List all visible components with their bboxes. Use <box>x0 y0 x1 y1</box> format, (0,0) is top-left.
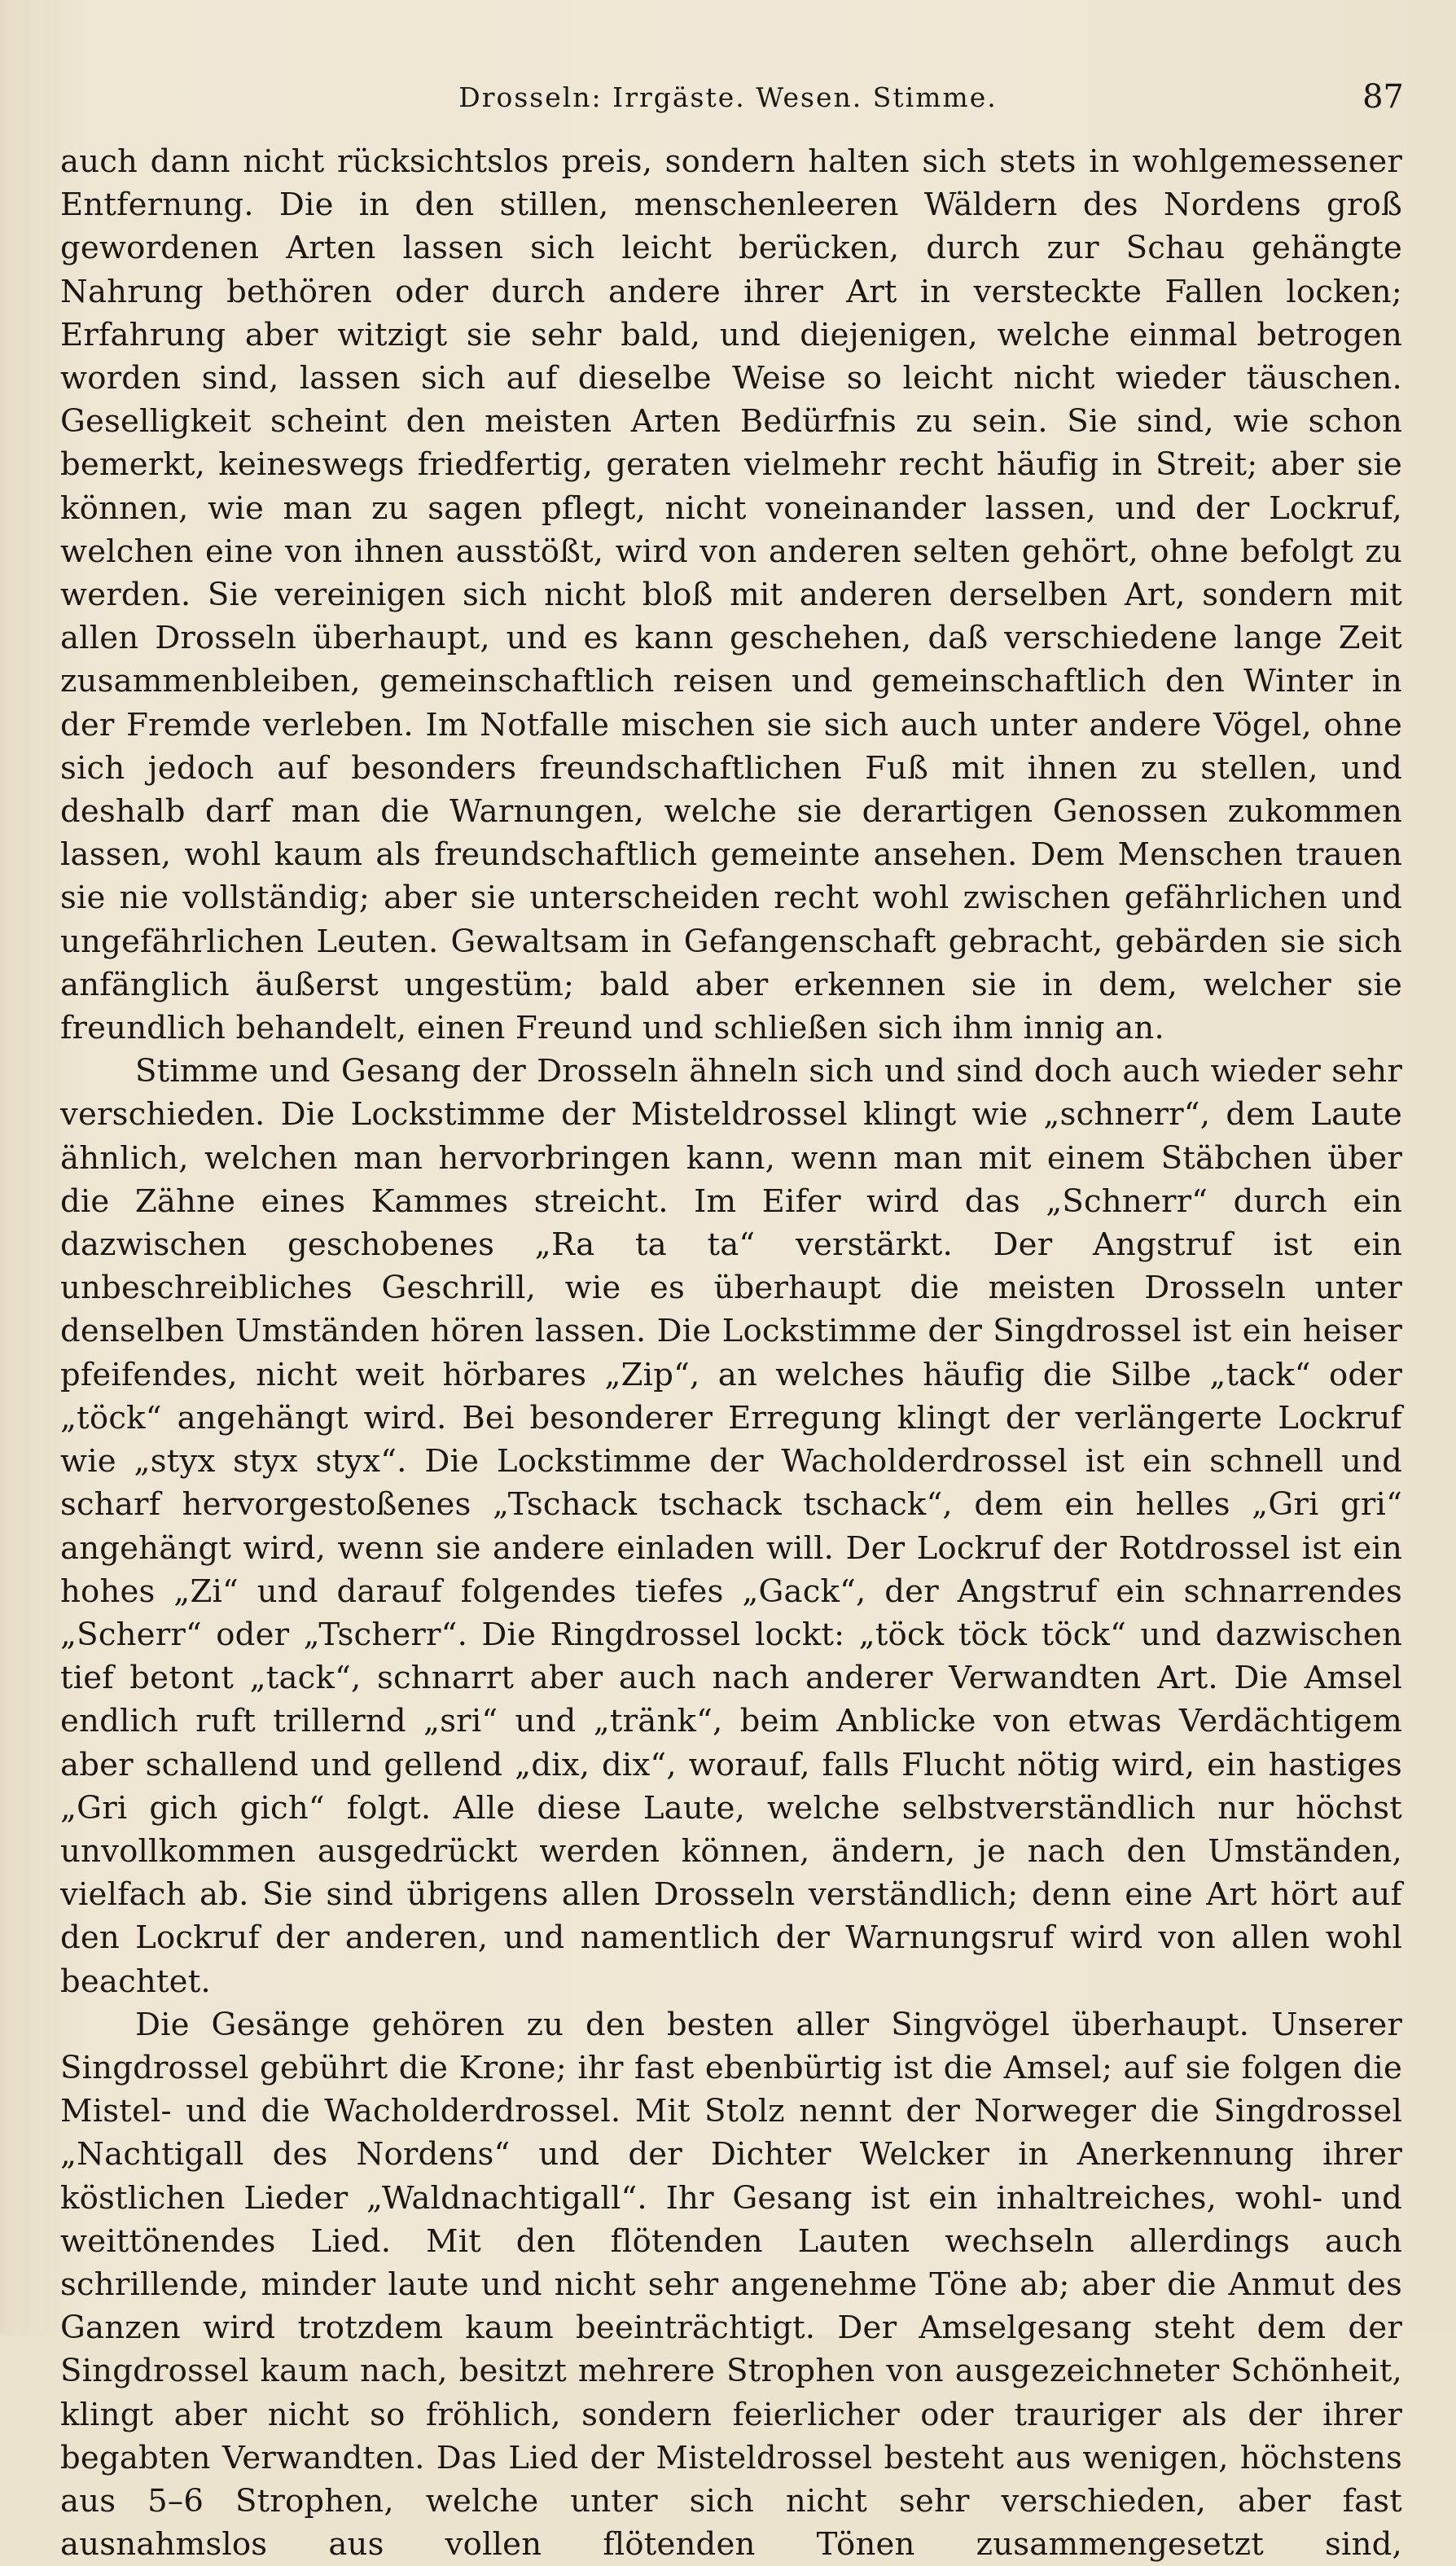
paragraph: auch dann nicht rücksichtslos preis, sondern halten sich stets in wohlgemessener Entfernung. Die in den stillen, menschenleeren Wäldern des Nordens groß gewordenen Arten lassen sich leicht berücken, durch zur Schau gehängte Nahrung bethören oder durch andere ihrer Art in versteckte Fallen locken; Erfahrung aber witzigt sie sehr bald, und diejenigen, welche einmal betrogen worden sind, lassen sich auf dieselbe Weise so leicht nicht wieder täuschen. Geselligkeit scheint den meisten Arten Bedürfnis zu sein. Sie sind, wie schon bemerkt, keineswegs friedfertig, geraten vielmehr recht häufig in Streit; aber sie können, wie man zu sagen pflegt, nicht voneinander lassen, und der Lockruf, welchen eine von ihnen ausstößt, wird von anderen selten gehört, ohne befolgt zu werden. Sie vereinigen sich nicht bloß mit anderen derselben Art, sondern mit allen Drosseln überhaupt, und es kann geschehen, daß verschiedene lange Zeit zusammenbleiben, gemeinschaftlich reisen und gemeinschaftlich den Winter in der Fremde verleben. Im Notfalle mischen sie sich auch unter andere Vögel, ohne sich jedoch auf besonders freundschaftlichen Fuß mit ihnen zu stellen, und deshalb darf man die Warnungen, welche sie derartigen Genossen zukommen lassen, wohl kaum als freundschaftlich gemeinte ansehen. Dem Menschen trauen sie nie vollständig; aber sie unterscheiden recht wohl zwischen gefährlichen und ungefährlichen Leuten. Gewaltsam in Gefangenschaft gebracht, gebärden sie sich anfänglich äußerst ungestüm; bald aber erkennen sie in dem, welcher sie freundlich behandelt, einen Freund und schließen sich ihm innig an. <box>60 143 1402 1047</box>
body-text <box>60 140 1402 2566</box>
running-title: Drosseln: Irrgäste. Wesen. Stimme. <box>458 81 998 113</box>
page-number: 87 <box>1362 78 1404 116</box>
paragraph: Stimme und Gesang der Drosseln ähneln sich und sind doch auch wieder sehr verschieden. Die Lockstimme der Misteldrossel klingt wie „schnerr“, dem Laute ähnlich, welchen man hervorbringen kann, wenn man mit einem Stäbchen über die Zähne eines Kammes streicht. Im Eifer wird das „Schnerr“ durch ein dazwischen geschobenes „Ra ta ta“ verstärkt. Der Angstruf ist ein unbeschreibliches Geschrill, wie es überhaupt die meisten Drosseln unter denselben Umständen hören lassen. Die Lockstimme der Singdrossel ist ein heiser pfeifendes, nicht weit hörbares „Zip“, an welches häufig die Silbe „tack“ oder „töck“ angehängt wird. Bei besonderer Erregung klingt der verlängerte Lockruf wie „styx styx styx“. Die Lockstimme der Wacholderdrossel ist ein schnell und scharf hervorgestoßenes „Tschack tschack tschack“, dem ein helles „Gri gri“ angehängt wird, wenn sie andere einladen will. Der Lockruf der Rotdrossel ist ein hohes „Zi“ und darauf folgendes tiefes „Gack“, der Angstruf ein schnarrendes „Scherr“ oder „Tscherr“. Die Ringdrossel lockt: „töck töck töck“ und dazwischen tief betont „tack“, schnarrt aber auch nach anderer Verwandten Art. Die Amsel endlich ruft trillernd „sri“ und „tränk“, beim Anblicke von etwas Verdächtigem aber schallend und gellend „dix, dix“, worauf, falls Flucht nötig wird, ein hastiges „Gri gich gich“ folgt. Alle diese Laute, welche selbstverständlich nur höchst unvollkommen ausgedrückt werden können, ändern, je nach den Umständen, vielfach ab. Sie sind übrigens allen Drosseln verständlich; denn eine Art hört auf den Lockruf der anderen, und namentlich der Warnungsruf wird von allen wohl beachtet. <box>60 1053 1402 2000</box>
paragraph: Die Gesänge gehören zu den besten aller Singvögel überhaupt. Unserer Singdrossel gebührt die Krone; ihr fast ebenbürtig ist die Amsel; auf sie folgen die Mistel- und die Wacholderdrossel. Mit Stolz nennt der Norweger die Singdrossel „Nachtigall des Nordens“ und der Dichter Welcker in Anerkennung ihrer köstlichen Lieder „Waldnachtigall“. Ihr Gesang ist ein inhaltreiches, wohl- und weittönendes Lied. Mit den flötenden Lauten wechseln allerdings auch schrillende, minder laute und nicht sehr angenehme Töne ab; aber die Anmut des Ganzen wird trotzdem kaum beeinträchtigt. Der Amselgesang steht dem der Singdrossel kaum nach, besitzt mehrere Strophen von ausgezeichneter Schönheit, klingt aber nicht so fröhlich, sondern feierlicher oder trauriger als der ihrer begabten Verwandten. Das Lied der Misteldrossel besteht aus wenigen, höchstens aus 5–6 Strophen, welche unter sich nicht sehr verschieden, aber fast ausnahmslos aus vollen flötenden Tönen zusammengesetzt sind, <box>60 2006 1402 2564</box>
running-head <box>0 78 1456 127</box>
